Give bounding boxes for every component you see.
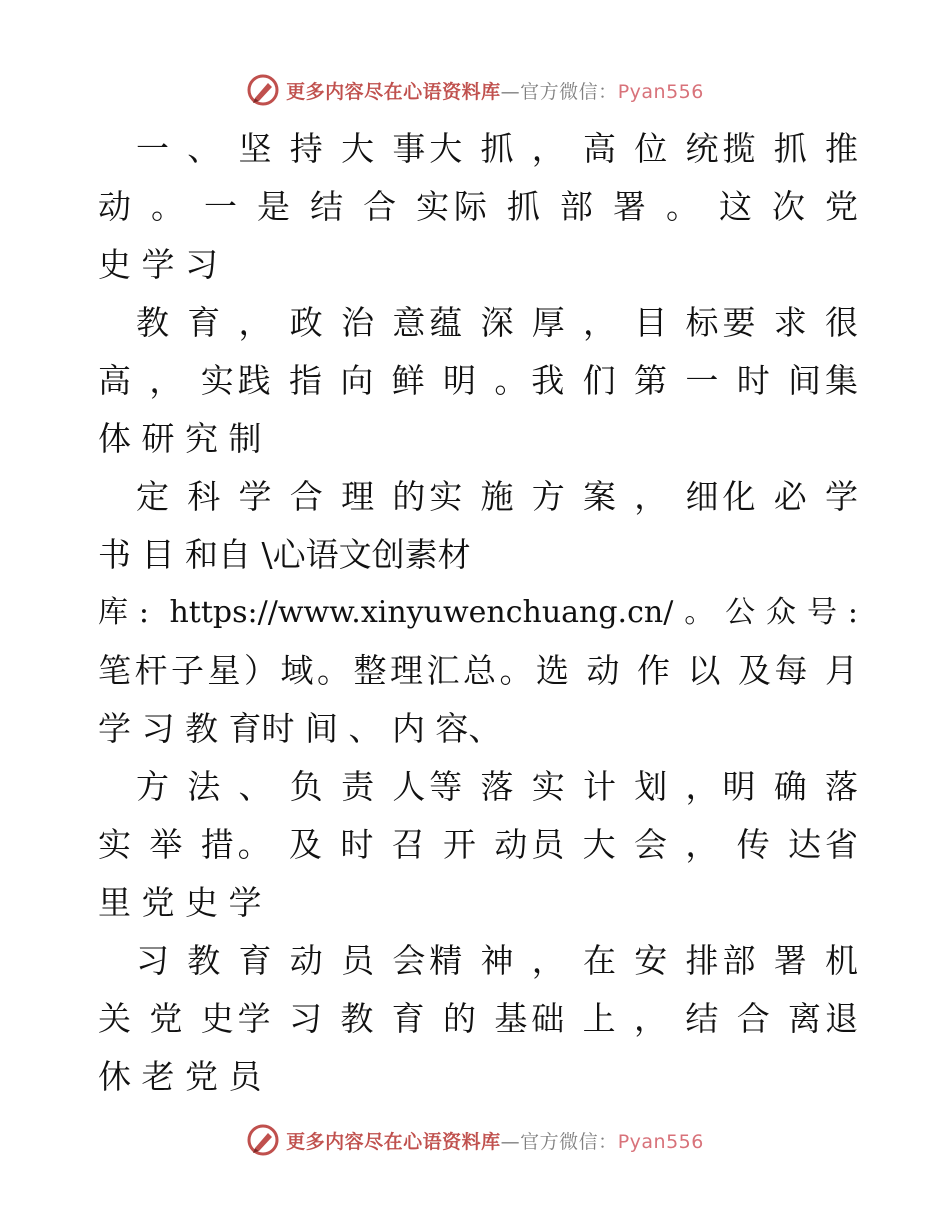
footer-banner <box>0 1120 950 1160</box>
text-line: 史 学 习 <box>98 245 218 284</box>
text-line: 习 教 育 动 员 会精 神 ， 在 安 排部 署 机 <box>136 941 858 980</box>
banner-prefix: 更多内容尽在心语资料库 <box>286 1130 501 1153</box>
banner-middle: 官方微信： <box>520 80 618 103</box>
paragraph-5 <box>98 932 858 1106</box>
text-line: 关 党 史学 习 教 育 的 基础 上 ， 结 合 离退 <box>98 999 858 1038</box>
pen-logo-icon <box>246 1123 280 1157</box>
banner-middle: 官方微信： <box>520 1130 618 1153</box>
banner-dash: — <box>500 80 521 103</box>
text-line-url: 库: https://www.xinyuwenchuang.cn/。公众号: <box>98 595 858 630</box>
text-line: 书 目 和自 \心语文创素材 <box>98 535 471 574</box>
text-line: 体 研 究 制 <box>98 419 262 458</box>
header-banner <box>0 70 950 110</box>
text-line: 笔杆子星）域。整理汇总。选 动 作 以 及每 月 <box>98 651 858 690</box>
banner-account: Pyan556 <box>617 80 704 103</box>
pen-logo-icon <box>246 73 280 107</box>
text-line: 动 。 一 是 结 合 实际 抓 部 署 。 这 次 党 <box>98 187 858 226</box>
paragraph-4 <box>98 758 858 932</box>
text-line: 方 法 、 负 责 人等 落 实 计 划 ，明 确 落 <box>136 767 858 806</box>
banner-account: Pyan556 <box>617 1130 704 1153</box>
text-line: 教 育 ， 政 治 意蕴 深 厚 ， 目 标要 求 很 <box>136 303 858 342</box>
text-line: 高 ， 实践 指 向 鲜 明 。我 们 第 一 时 间集 <box>98 361 858 400</box>
text-line: 实 举 措。 及 时 召 开 动员 大 会 ， 传 达省 <box>98 825 858 864</box>
paragraph-2 <box>98 294 858 468</box>
banner-dash: — <box>500 1130 521 1153</box>
text-line: 一 、 坚 持 大 事大 抓 ， 高 位 统揽 抓 推 <box>136 129 858 168</box>
banner-prefix: 更多内容尽在心语资料库 <box>286 80 501 103</box>
text-line: 里 党 史 学 <box>98 883 262 922</box>
text-line: 学 习 教 育时 间 、 内 容、 <box>98 709 502 748</box>
text-line: 休 老 党 员 <box>98 1057 262 1096</box>
paragraph-1 <box>98 120 858 294</box>
text-line: 定 科 学 合 理 的实 施 方 案 ， 细化 必 学 <box>136 477 858 516</box>
document-body <box>98 120 858 1106</box>
paragraph-3 <box>98 468 858 758</box>
